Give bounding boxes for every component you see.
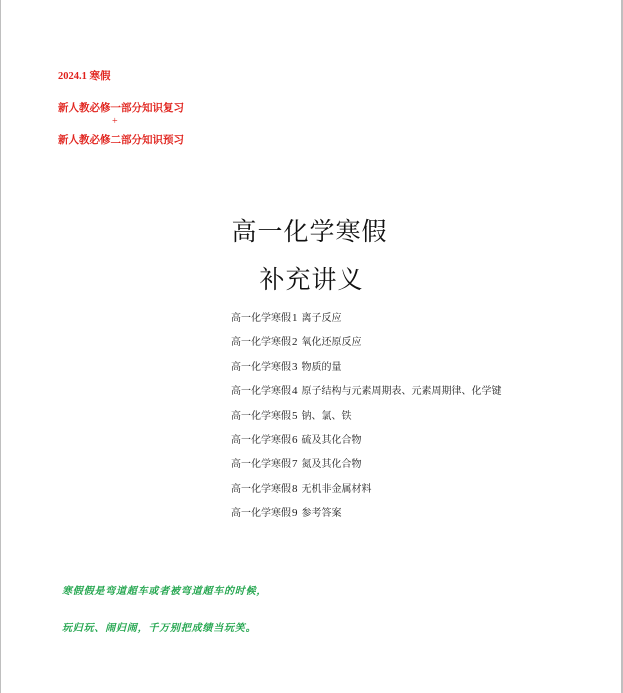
footer-motto-line-2: 玩归玩、闹归闹，千万别把成绩当玩笑。 — [62, 623, 257, 634]
toc-number: 3 — [292, 360, 298, 373]
toc-topic: 物质的量 — [301, 361, 342, 373]
header-plus: + — [112, 116, 118, 127]
header-review-line: 新人教必修一部分知识复习 — [58, 103, 184, 114]
toc-topic: 氮及其化合物 — [301, 459, 362, 471]
page-title: 高一化学寒假 — [231, 217, 388, 246]
toc-number: 7 — [292, 458, 298, 471]
toc-item — [231, 433, 502, 457]
toc-item — [231, 457, 502, 481]
toc-topic: 无机非金属材料 — [301, 483, 372, 495]
toc-item — [231, 360, 502, 384]
toc-item — [231, 335, 502, 359]
toc-number: 1 — [292, 312, 298, 324]
table-of-contents — [231, 311, 502, 531]
toc-prefix: 高一化学寒假 — [231, 508, 291, 520]
toc-prefix: 高一化学寒假 — [231, 434, 291, 446]
toc-topic: 原子结构与元素周期表、元素周期律、化学键 — [301, 386, 502, 398]
toc-topic: 钠、氯、铁 — [301, 410, 352, 422]
toc-number: 8 — [292, 482, 298, 495]
toc-topic: 氧化还原反应 — [301, 337, 362, 349]
toc-item — [231, 384, 502, 408]
toc-number: 9 — [292, 507, 298, 520]
toc-item — [231, 482, 502, 506]
toc-prefix: 高一化学寒假 — [231, 410, 291, 422]
toc-number: 4 — [292, 385, 298, 398]
header-date: 2024.1 寒假 — [58, 71, 111, 82]
toc-topic: 离子反应 — [301, 313, 342, 324]
toc-number: 2 — [292, 336, 298, 349]
header-preview-line: 新人教必修二部分知识预习 — [58, 135, 184, 146]
toc-prefix: 高一化学寒假 — [231, 337, 291, 349]
toc-prefix: 高一化学寒假 — [231, 459, 291, 471]
page-border-left — [0, 0, 1, 693]
toc-prefix: 高一化学寒假 — [231, 483, 291, 495]
toc-prefix: 高一化学寒假 — [231, 361, 291, 373]
toc-number: 6 — [292, 433, 298, 446]
toc-item — [231, 506, 502, 530]
toc-topic: 硫及其化合物 — [301, 434, 362, 446]
footer-motto-line-1: 寒假假是弯道超车或者被弯道超车的时候， — [62, 586, 268, 597]
toc-item — [231, 311, 502, 335]
toc-number: 5 — [292, 409, 298, 422]
page-subtitle: 补充讲义 — [259, 265, 364, 294]
toc-topic: 参考答案 — [301, 508, 342, 520]
toc-prefix: 高一化学寒假 — [231, 313, 291, 324]
toc-prefix: 高一化学寒假 — [231, 386, 291, 398]
toc-item — [231, 409, 502, 433]
